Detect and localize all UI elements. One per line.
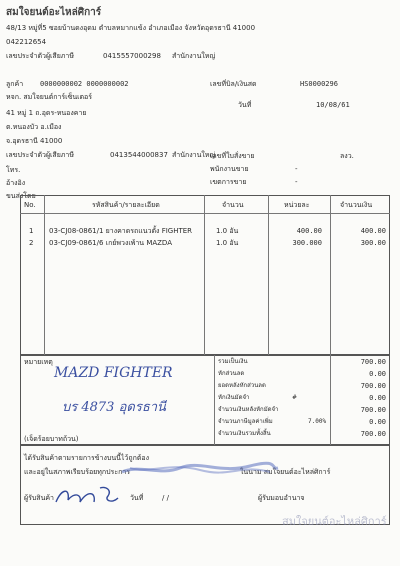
salesman-value: -	[295, 165, 298, 173]
subtotal-label: รวมเป็นเงิน	[218, 358, 248, 365]
received-note: ได้รับสินค้าตามรายการข้างบนนี้ไว้ถูกต้อง	[24, 454, 149, 462]
customer-phone-label: โทร.	[6, 166, 21, 174]
company-phone: 042212654	[6, 38, 47, 46]
th-qty: จำนวน	[222, 201, 244, 209]
th-unit-price: หน่วยละ	[284, 201, 310, 209]
company-signature-label: ในนาม สมใจยนต์อะไหล่ศิการ์	[240, 468, 331, 476]
col-divider	[330, 195, 331, 355]
receiver-signature	[52, 482, 122, 508]
col-divider	[44, 195, 45, 355]
totals-divider	[330, 355, 331, 445]
received-note-2: และอยู่ในสภาพเรียบร้อยทุกประการ	[24, 468, 131, 476]
receive-date-separator: / /	[162, 494, 169, 502]
grand-total-value: 700.00	[360, 430, 386, 438]
company-branch: สำนักงานใหญ่	[172, 52, 216, 60]
vat-value: 0.00	[369, 418, 386, 426]
customer-code: 0000000002 0000000002	[40, 80, 129, 88]
after-discount-value: 700.00	[360, 382, 386, 390]
scribble-mark	[120, 458, 280, 480]
totals-divider	[214, 355, 215, 445]
row-1-desc: 03-CJ08-0861/1 ยางคาดรถแนวตั้ง FIGHTER	[49, 227, 193, 235]
row-1-qty: 1.0 อัน	[216, 227, 239, 235]
total-in-words: (เจ็ดร้อยบาทถ้วน)	[24, 435, 79, 443]
col-divider	[204, 195, 205, 355]
order-date-label: ลงว.	[340, 152, 354, 160]
handwritten-note-1: MAZD FIGHTER	[54, 365, 173, 381]
remark-label: หมายเหตุ	[24, 358, 53, 366]
authorized-label: ผู้รับมอบอำนาจ	[258, 494, 305, 502]
doc-date: 10/08/61	[316, 101, 350, 109]
after-discount-label: ยอดหลังหักส่วนลด	[218, 382, 266, 389]
row-2-amount: 300.00	[360, 239, 386, 247]
items-table	[20, 195, 390, 355]
customer-address-2: ต.หนองบัว อ.เมือง	[6, 123, 62, 131]
discount-label: หักส่วนลด	[218, 370, 245, 377]
terms-label: เขตการขาย	[210, 178, 247, 186]
customer-address-3: จ.อุดรธานี 41000	[6, 137, 63, 145]
subtotal-value: 700.00	[360, 358, 386, 366]
row-1-amount: 400.00	[360, 227, 386, 235]
customer-branch: สำนักงานใหญ่	[172, 151, 216, 159]
company-tax-label: เลขประจำตัวผู้เสียภาษี	[6, 52, 74, 60]
th-amount: จำนวนเงิน	[340, 201, 373, 209]
grand-total-label: จำนวนเงินรวมทั้งสิ้น	[218, 430, 271, 437]
row-2-price: 300.000	[292, 239, 322, 247]
receiver-label: ผู้รับสินค้า	[24, 494, 54, 502]
terms-value: -	[295, 178, 298, 186]
company-name: สมใจยนต์อะไหล่ศิการ์	[6, 7, 102, 18]
company-tax-id: 0415557000298	[103, 52, 161, 60]
customer-tax-label: เลขประจำตัวผู้เสียภาษี	[6, 151, 74, 159]
customer-address-1: 41 หมู่ 1 ถ.อุดร-หนองคาย	[6, 109, 87, 117]
doc-no-label: เลขที่บิล/เงินสด	[210, 80, 257, 88]
company-stamp: สมใจยนต์อะไหล่ศิการ์	[282, 515, 387, 528]
table-header-divider	[20, 213, 390, 214]
after-deposit-label: จำนวนเงินหลังหักมัดจำ	[218, 406, 279, 413]
row-2-no: 2	[29, 239, 34, 247]
doc-no: HS0000296	[300, 80, 338, 88]
deposit-label: หักเงินมัดจำ	[218, 394, 250, 401]
deposit-value: 0.00	[369, 394, 386, 402]
vat-rate: 7.00%	[308, 418, 327, 425]
row-1-price: 400.00	[296, 227, 322, 235]
doc-date-label: วันที่	[238, 101, 252, 109]
customer-tax-id: 0413544000837	[110, 151, 168, 159]
customer-ship-label: ขนส่งโดย	[6, 192, 36, 200]
col-divider	[268, 195, 269, 355]
th-no: No.	[24, 201, 36, 209]
handwritten-note-2: บร 4873 อุดรธานี	[62, 400, 166, 415]
row-2-qty: 1.0 อัน	[216, 239, 239, 247]
deposit-mark: #	[292, 394, 298, 401]
after-deposit-value: 700.00	[360, 406, 386, 414]
row-2-desc: 03-CJ09-0861/6 เกย์พวงเพ้าน MAZDA	[49, 239, 172, 247]
company-address: 48/13 หมู่ที่5 ซอยบ้านดงอุดม ตำบลหมากแข้ง อำเภอเมือง จังหวัดอุดรธานี 41000	[6, 24, 256, 32]
customer-code-label: ลูกค้า	[6, 80, 24, 88]
discount-value: 0.00	[369, 370, 386, 378]
order-no-label: เลขที่ใบสั่งขาย	[210, 152, 255, 160]
row-1-no: 1	[29, 227, 34, 235]
th-description: รหัสสินค้า/รายละเอียด	[92, 201, 160, 209]
salesman-label: พนักงานขาย	[210, 165, 249, 173]
receive-date-label: วันที่	[130, 494, 144, 502]
customer-name: หจก. สมใจยนต์การ์เซ็นเตอร์	[6, 93, 93, 101]
customer-ref-label: อ้างอิง	[6, 179, 26, 187]
vat-label: จำนวนภาษีมูลค่าเพิ่ม	[218, 418, 273, 425]
